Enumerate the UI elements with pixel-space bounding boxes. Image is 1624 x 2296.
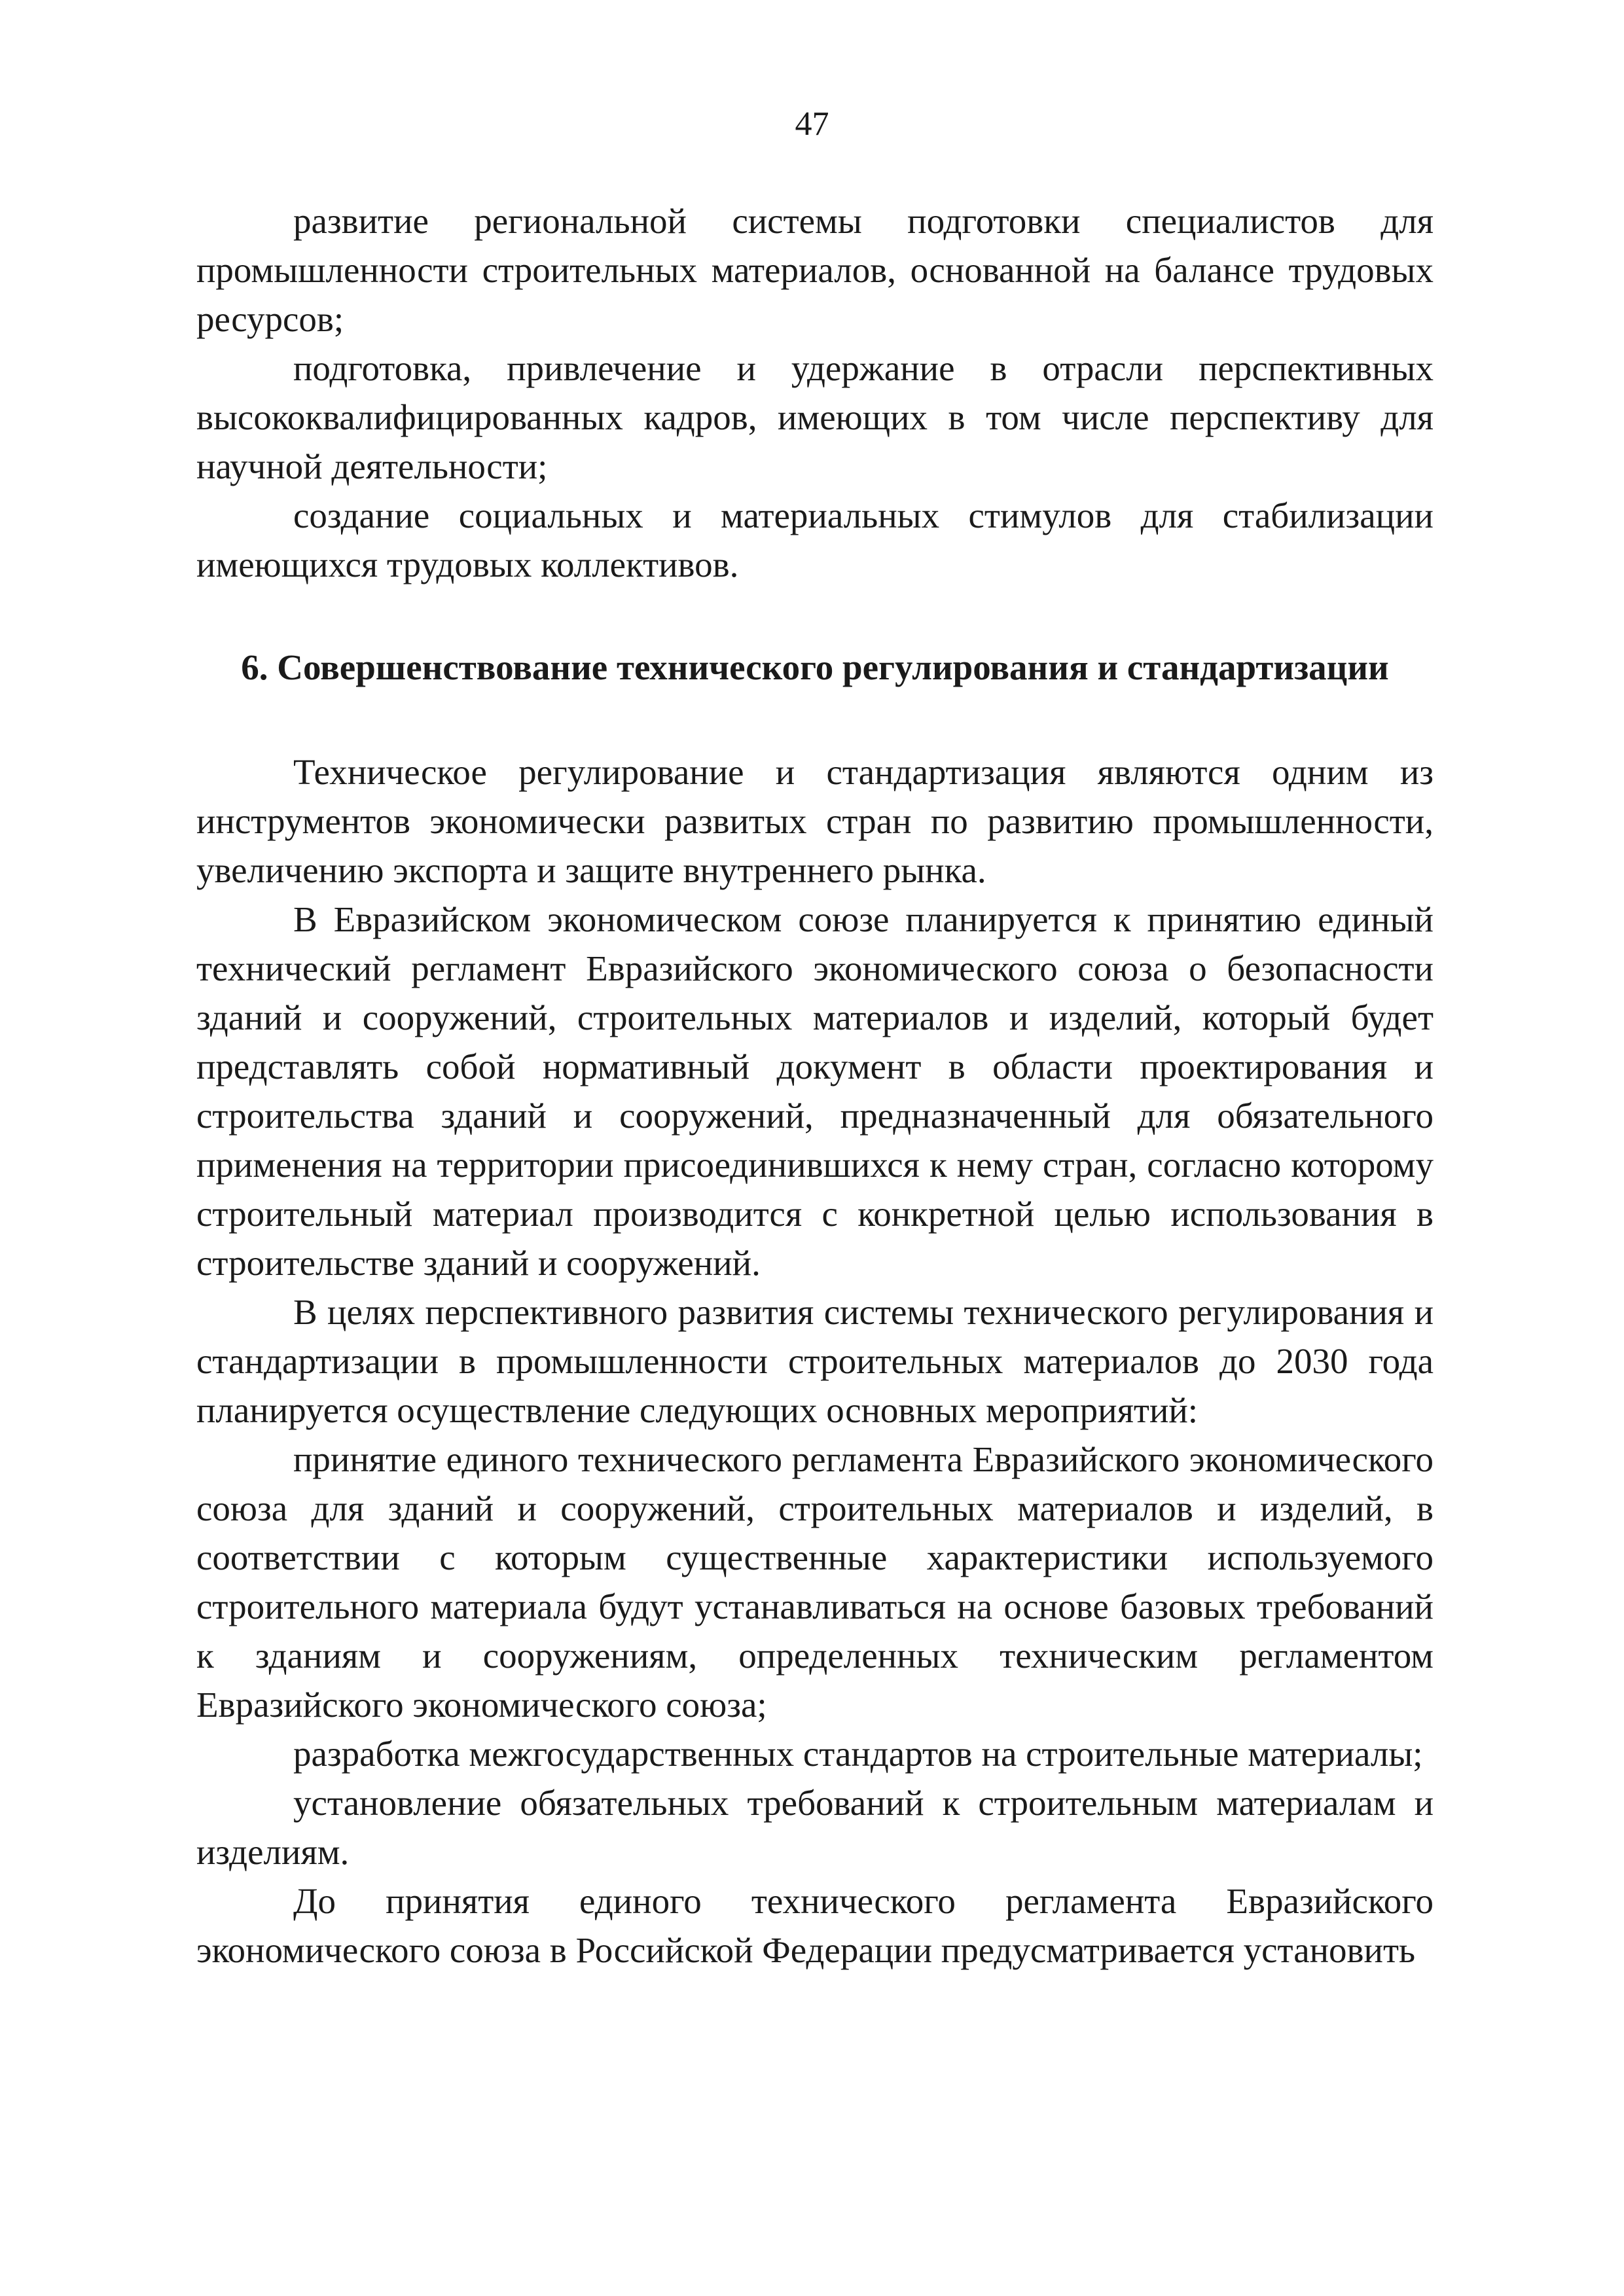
paragraph-regulation-intro: Техническое регулирование и стандартизация являются одним из инструментов экономически развитых стран по развитию промышленности, увеличению экспорта и защите внутреннего рынка. <box>196 752 1434 890</box>
page-number: 47 <box>795 105 829 143</box>
paragraph-eaeu-regulation: В Евразийском экономическом союзе планируется к принятию единый технический регламент Евразийского экономического союза о безопасности зданий и сооружений, строительных материалов и изделий, который будет представлять собой нормативный документ в области проектирования и строительства зданий и сооружений, предназначенный для обязательного применения на территории присоединившихся к нему стран, согласно которому строительный материал производится с конкретной целью использования в строительстве зданий и сооружений. <box>196 899 1434 1283</box>
section-heading: 6. Совершенствование технического регулирования и стандартизации <box>241 647 1389 687</box>
paragraph-regional-training: развитие региональной системы подготовки специалистов для промышленности строительных материалов, основанной на балансе трудовых ресурсов; <box>196 201 1434 339</box>
paragraph-before-adoption: До принятия единого технического регламента Евразийского экономического союза в Российской Федерации предусматривается установить <box>196 1881 1434 1970</box>
paragraph-measure-requirements: установление обязательных требований к строительным материалам и изделиям. <box>196 1783 1434 1872</box>
paragraph-measure-adoption: принятие единого технического регламента Евразийского экономического союза для зданий и сооружений, строительных материалов и изделий, в соответствии с которым существенные характеристики используемого строительного материала будут устанавливаться на основе базовых требований к зданиям и сооружениям, определенных техническим регламентом Евразийского экономического союза; <box>196 1439 1434 1725</box>
paragraph-social-incentives: создание социальных и материальных стимулов для стабилизации имеющихся трудовых коллективов. <box>196 495 1434 584</box>
paragraph-personnel-retention: подготовка, привлечение и удержание в отрасли перспективных высококвалифицированных кадров, имеющих в том числе перспективу для научной деятельности; <box>196 348 1434 486</box>
paragraph-planned-measures: В целях перспективного развития системы технического регулирования и стандартизации в промышленности строительных материалов до 2030 года планируется осуществление следующих основных мероприятий: <box>196 1292 1434 1430</box>
document-body <box>196 196 1434 1975</box>
paragraph-measure-standards: разработка межгосударственных стандартов на строительные материалы; <box>293 1734 1423 1774</box>
